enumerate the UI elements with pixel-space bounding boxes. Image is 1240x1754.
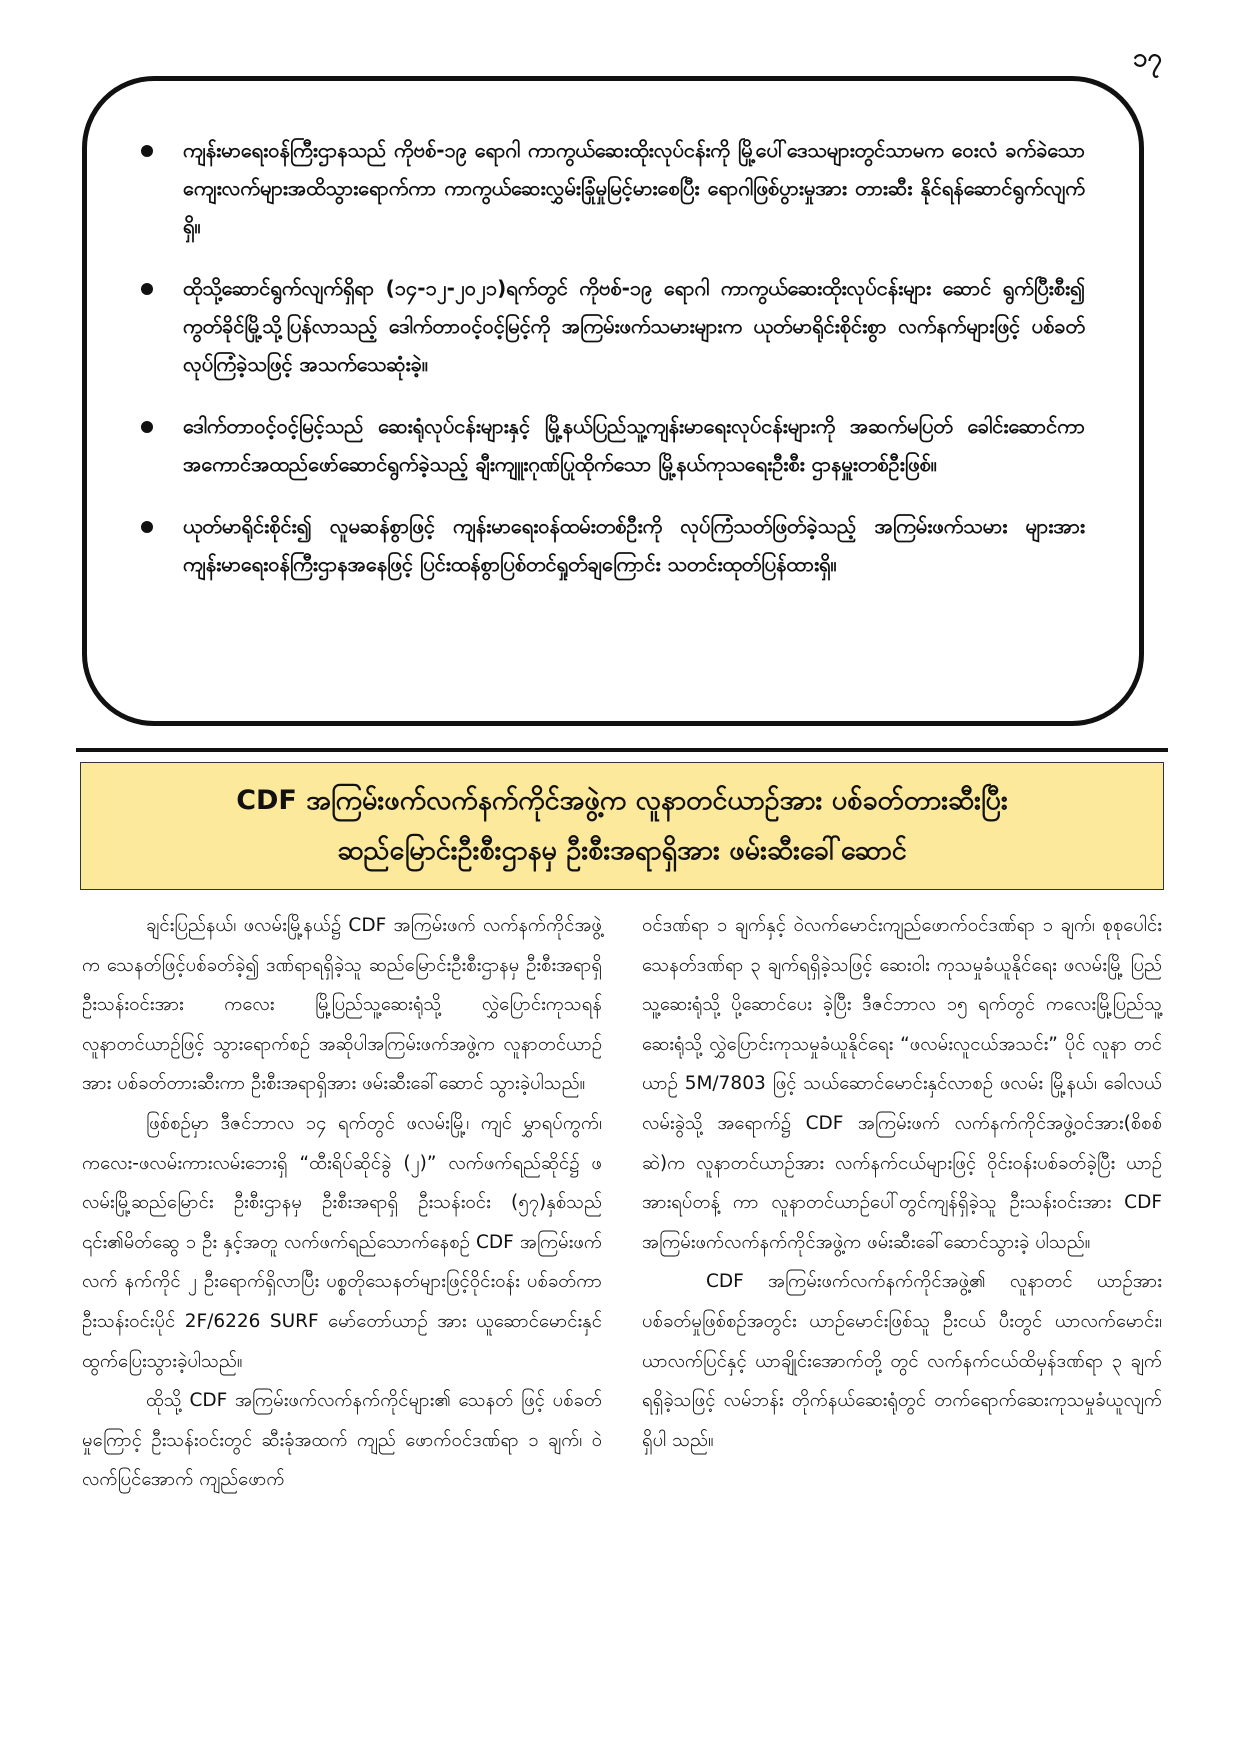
summary-bullet-item [141,269,1085,383]
summary-box [82,76,1144,726]
summary-bullet-list [141,131,1085,583]
page-number: ၁၇ [1132,43,1162,73]
article-paragraph: ဝင်ဒဏ်ရာ ၁ ချက်နှင့် ဝဲလက်မောင်းကျည်ဖောက်ဝင်ဒဏ်ရာ ၁ ချက်၊ စုစုပေါင်း သေနတ်ဒဏ်ရာ ၃ ချက်ရရှိခဲ့သဖြင့် ဆေးဝါး ကုသမှုခံယူနိုင်ရေး ဖလမ်းမြို့ ပြည်သူ့ဆေးရုံသို့ ပို့ဆောင်ပေး ခဲ့ပြီး ဒီဇင်ဘာလ ၁၅ ရက်တွင် ကလေးမြို့ပြည်သူ့ ဆေးရုံသို့ လွှဲပြောင်းကုသမှုခံယူနိုင်ရေး “ဖလမ်းလူငယ်အသင်း” ပိုင် လူနာ တင်ယာဉ် 5M/7803 ဖြင့် သယ်ဆောင်မောင်းနှင်လာစဉ် ဖလမ်း မြို့နယ်၊ ခေါလယ်လမ်းခွဲသို့ အရောက်၌ CDF အကြမ်းဖက် လက်နက်ကိုင်အဖွဲ့ဝင်အား(စိစစ်ဆဲ)က လူနာတင်ယာဉ်အား လက်နက်ငယ်များဖြင့် ဝိုင်းဝန်းပစ်ခတ်ခဲ့ပြီး ယာဉ်အားရပ်တန့် ကာ လူနာတင်ယာဉ်ပေါ်တွင်ကျန်ရှိခဲ့သူ ဦးသန်းဝင်းအား CDF အကြမ်းဖက်လက်နက်ကိုင်အဖွဲ့က ဖမ်းဆီးခေါ်ဆောင်သွားခဲ့ ပါသည်။ [642,915,1162,1253]
headline-line-1: CDF အကြမ်းဖက်လက်နက်ကိုင်အဖွဲ့က လူနာတင်ယာဉ်အား ပစ်ခတ်တားဆီးပြီး [236,785,1008,816]
article-right-column [642,906,1162,1706]
article-left-column [82,906,602,1706]
bullet-dot-icon [141,521,153,533]
bullet-dot-icon [141,283,153,295]
summary-bullet-item [141,407,1085,483]
summary-bullet-text: ဒေါက်တာဝင့်ဝင့်မြင့်သည် ဆေးရုံလုပ်ငန်းများနှင့် မြို့နယ်ပြည်သူ့ကျန်းမာရေးလုပ်ငန်းများကို အဆက်မပြတ် ခေါင်းဆောင်ကာ အကောင်အထည်ဖော်ဆောင်ရွက်ခဲ့သည့် ချီးကျူးဂုဏ်ပြုထိုက်သော မြို့နယ်ကုသရေးဦးစီး ဌာနမှူးတစ်ဦးဖြစ်။ [183,414,1085,476]
headline-line-2: ဆည်မြောင်းဦးစီးဌာနမှ ဦးစီးအရာရှိအား ဖမ်းဆီးခေါ်ဆောင် [337,835,907,866]
article-paragraph: ချင်းပြည်နယ်၊ ဖလမ်းမြို့နယ်၌ CDF အကြမ်းဖက် လက်နက်ကိုင်အဖွဲ့က သေနတ်ဖြင့်ပစ်ခတ်ခဲ့၍ ဒဏ်ရာရရှိခဲ့သူ ဆည်မြောင်းဦးစီးဌာနမှ ဦးစီးအရာရှိ ဦးသန်းဝင်းအား ကလေး မြို့ပြည်သူ့ဆေးရုံသို့ လွှဲပြောင်းကုသရန် လူနာတင်ယာဉ်ဖြင့် သွားရောက်စဉ် အဆိုပါအကြမ်းဖက်အဖွဲ့က လူနာတင်ယာဉ် အား ပစ်ခတ်တားဆီးကာ ဦးစီးအရာရှိအား ဖမ်းဆီးခေါ်ဆောင် သွားခဲ့ပါသည်။ [82,915,602,1095]
article-paragraph: ထိုသို့ CDF အကြမ်းဖက်လက်နက်ကိုင်များ၏ သေနတ် ဖြင့် ပစ်ခတ်မှုကြောင့် ဦးသန်းဝင်းတွင် ဆီးခုံအထက် ကျည် ဖောက်ဝင်ဒဏ်ရာ ၁ ချက်၊ ဝဲလက်ပြင်အောက် ကျည်ဖောက် [82,1390,602,1491]
summary-bullet-text: ထိုသို့ဆောင်ရွက်လျက်ရှိရာ (၁၄-၁၂-၂၀၂၁)ရက်တွင် ကိုဗစ်-၁၉ ရောဂါ ကာကွယ်ဆေးထိုးလုပ်ငန်းများ ဆောင် ရွက်ပြီးစီး၍ ကွတ်ခိုင်မြို့သို့ပြန်လာသည့် ဒေါက်တာဝင့်ဝင့်မြင့်ကို အကြမ်းဖက်သမားများက ယုတ်မာရိုင်းစိုင်းစွာ လက်နက်များဖြင့် ပစ်ခတ်လုပ်ကြံခဲ့သဖြင့် အသက်သေဆုံးခဲ့။ [183,276,1085,376]
article-body [82,906,1162,1706]
summary-bullet-item [141,131,1085,245]
section-divider [76,748,1168,752]
bullet-dot-icon [141,421,153,433]
article-paragraph: ဖြစ်စဉ်မှာ ဒီဇင်ဘာလ ၁၄ ရက်တွင် ဖလမ်းမြို့၊ ကျင် မွှာရပ်ကွက်၊ ကလေး-ဖလမ်းကားလမ်းဘေးရှိ “ထီးရိပ်ဆိုင်ခွဲ (၂)” လက်ဖက်ရည်ဆိုင်၌ ဖလမ်းမြို့ဆည်မြောင်း ဦးစီးဌာနမှ ဦးစီးအရာရှိ ဦးသန်းဝင်း (၅၇)နှစ်သည် ၎င်း၏မိတ်ဆွေ ၁ ဦး နှင့်အတူ လက်ဖက်ရည်သောက်နေစဉ် CDF အကြမ်းဖက်လက် နက်ကိုင် ၂ ဦးရောက်ရှိလာပြီး ပစ္စတိုသေနတ်များဖြင့်ဝိုင်းဝန်း ပစ်ခတ်ကာ ဦးသန်းဝင်းပိုင် 2F/6226 SURF မော်တော်ယာဉ် အား ယူဆောင်မောင်းနှင်ထွက်ပြေးသွားခဲ့ပါသည်။ [82,1112,602,1372]
summary-bullet-text: ယုတ်မာရိုင်းစိုင်း၍ လူမဆန်စွာဖြင့် ကျန်းမာရေးဝန်ထမ်းတစ်ဦးကို လုပ်ကြံသတ်ဖြတ်ခဲ့သည့် အကြမ်းဖက်သမား များအား ကျန်းမာရေးဝန်ကြီးဌာနအနေဖြင့် ပြင်းထန်စွာပြစ်တင်ရှုတ်ချကြောင်း သတင်းထုတ်ပြန်ထားရှိ။ [183,514,1085,576]
headline-box [80,762,1164,890]
bullet-dot-icon [141,145,153,157]
summary-bullet-text: ကျန်းမာရေးဝန်ကြီးဌာနသည် ကိုဗစ်-၁၉ ရောဂါ ကာကွယ်ဆေးထိုးလုပ်ငန်းကို မြို့ပေါ်ဒေသများတွင်သာမက ဝေးလံ ခက်ခဲသော ကျေးလက်များအထိသွားရောက်ကာ ကာကွယ်ဆေးလွှမ်းခြုံမှုမြင့်မားစေပြီး ရောဂါဖြစ်ပွားမှုအား တားဆီး နိုင်ရန်ဆောင်ရွက်လျက်ရှိ။ [183,138,1085,238]
summary-bullet-item [141,507,1085,583]
article-paragraph: CDF အကြမ်းဖက်လက်နက်ကိုင်အဖွဲ့၏ လူနာတင် ယာဉ်အား ပစ်ခတ်မှုဖြစ်စဉ်အတွင်း ယာဉ်မောင်းဖြစ်သူ ဦးငယ် ပီးတွင် ယာလက်မောင်း၊ ယာလက်ပြင်နှင့် ယာချိုင်းအောက်တို့ တွင် လက်နက်ငယ်ထိမှန်ဒဏ်ရာ ၃ ချက်ရရှိခဲ့သဖြင့် လမ်ဘန်း တိုက်နယ်ဆေးရုံတွင် တက်ရောက်ဆေးကုသမှုခံယူလျက်ရှိပါ သည်။ [642,1271,1162,1451]
